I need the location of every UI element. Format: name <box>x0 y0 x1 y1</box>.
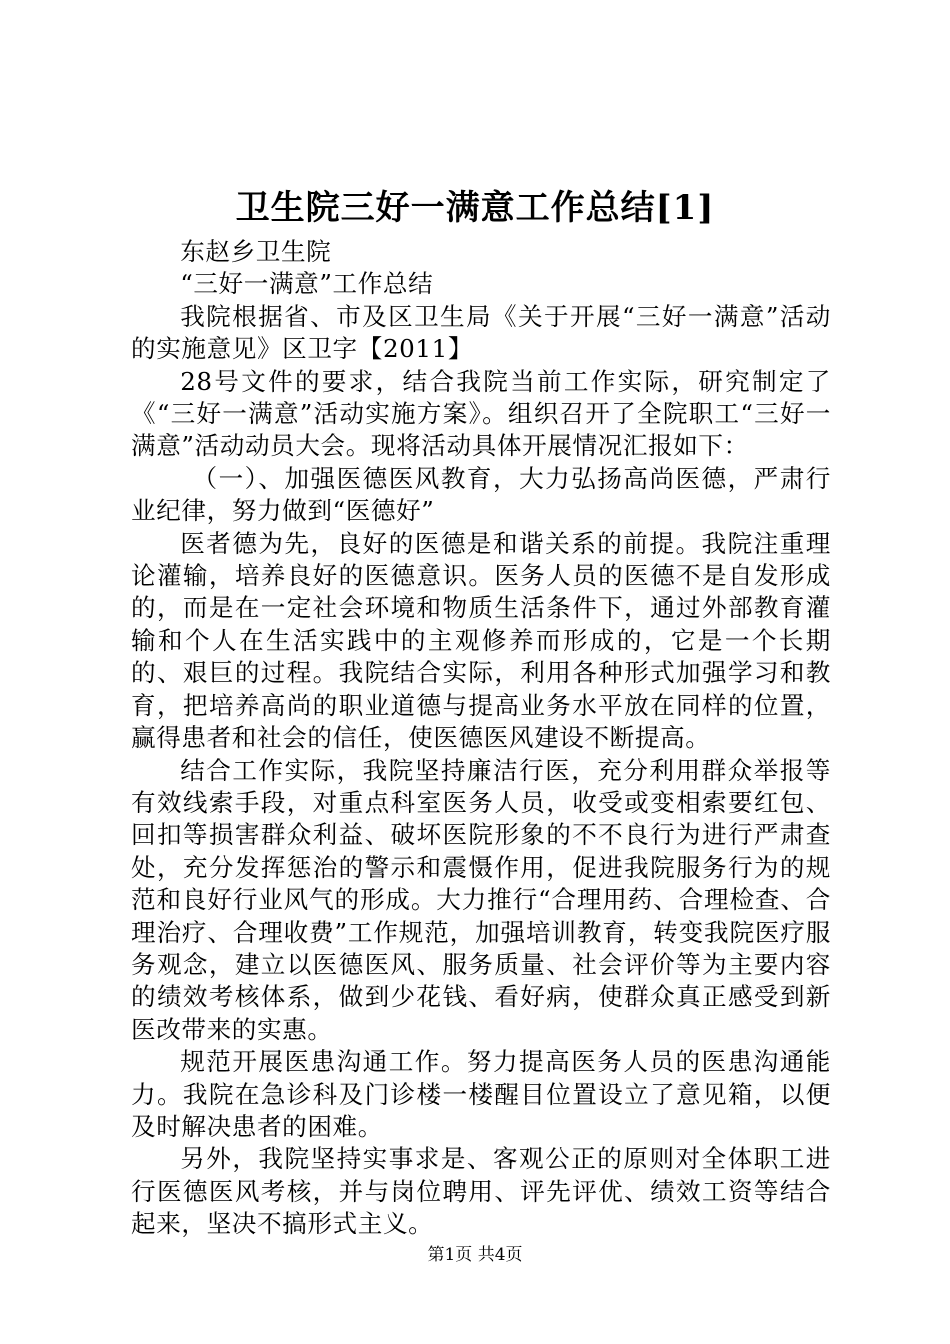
page-title: 卫生院三好一满意工作总结[1] <box>235 188 715 228</box>
paragraph-medical-ethics: 医者德为先，良好的医德是和谐关系的前提。我院注重理论灌输，培养良好的医德意识。医务人员的医德不是自发形成的，而是在一定社会环境和物质生活条件下，通过外部教育灌输和个人在生活实践中的主观修养而形成的，它是一个长期的、艰巨的过程。我院结合实际，利用各种形式加强学习和教育，把培养高尚的职业道德与提高业务水平放在同样的位置，赢得患者和社会的信任，使医德医风建设不断提高。 <box>131 528 831 753</box>
document-body <box>131 236 831 1241</box>
section-heading-1: （一）、加强医德医风教育，大力弘扬高尚医德，严肃行业纪律，努力做到“医德好” <box>131 463 831 526</box>
paragraph-intro-continued: 28号文件的要求，结合我院当前工作实际，研究制定了《“三好一满意”活动实施方案》。组织召开了全院职工“三好一满意”活动动员大会。现将活动具体开展情况汇报如下： <box>131 366 831 461</box>
paragraph-subtitle: “三好一满意”工作总结 <box>180 269 434 299</box>
paragraph-communication: 规范开展医患沟通工作。努力提高医务人员的医患沟通能力。我院在急诊科及门诊楼一楼醒目位置设立了意见箱，以便及时解决患者的困难。 <box>131 1047 831 1141</box>
page-footer: 第1页 共4页 <box>427 1245 523 1265</box>
paragraph-integrity: 结合工作实际，我院坚持廉洁行医，充分利用群众举报等有效线索手段，对重点科室医务人员，收受或变相索要红包、回扣等损害群众利益、破坏医院形象的不不良行为进行严肃查处，充分发挥惩治的警示和震慑作用，促进我院服务行为的规范和良好行业风气的形成。大力推行“合理用药、合理检查、合理治疗、合理收费”工作规范，加强培训教育，转变我院医疗服务观念，建立以医德医风、服务质量、社会评价等为主要内容的绩效考核体系，做到少花钱、看好病，使群众真正感受到新医改带来的实惠。 <box>131 755 831 1044</box>
paragraph-org-name: 东赵乡卫生院 <box>180 237 332 266</box>
paragraph-assessment: 另外，我院坚持实事求是、客观公正的原则对全体职工进行医德医风考核，并与岗位聘用、评先评优、绩效工资等结合起来，坚决不搞形式主义。 <box>131 1144 831 1239</box>
paragraph-intro: 我院根据省、市及区卫生局《关于开展“三好一满意”活动的实施意见》区卫字【2011】 <box>131 301 831 364</box>
